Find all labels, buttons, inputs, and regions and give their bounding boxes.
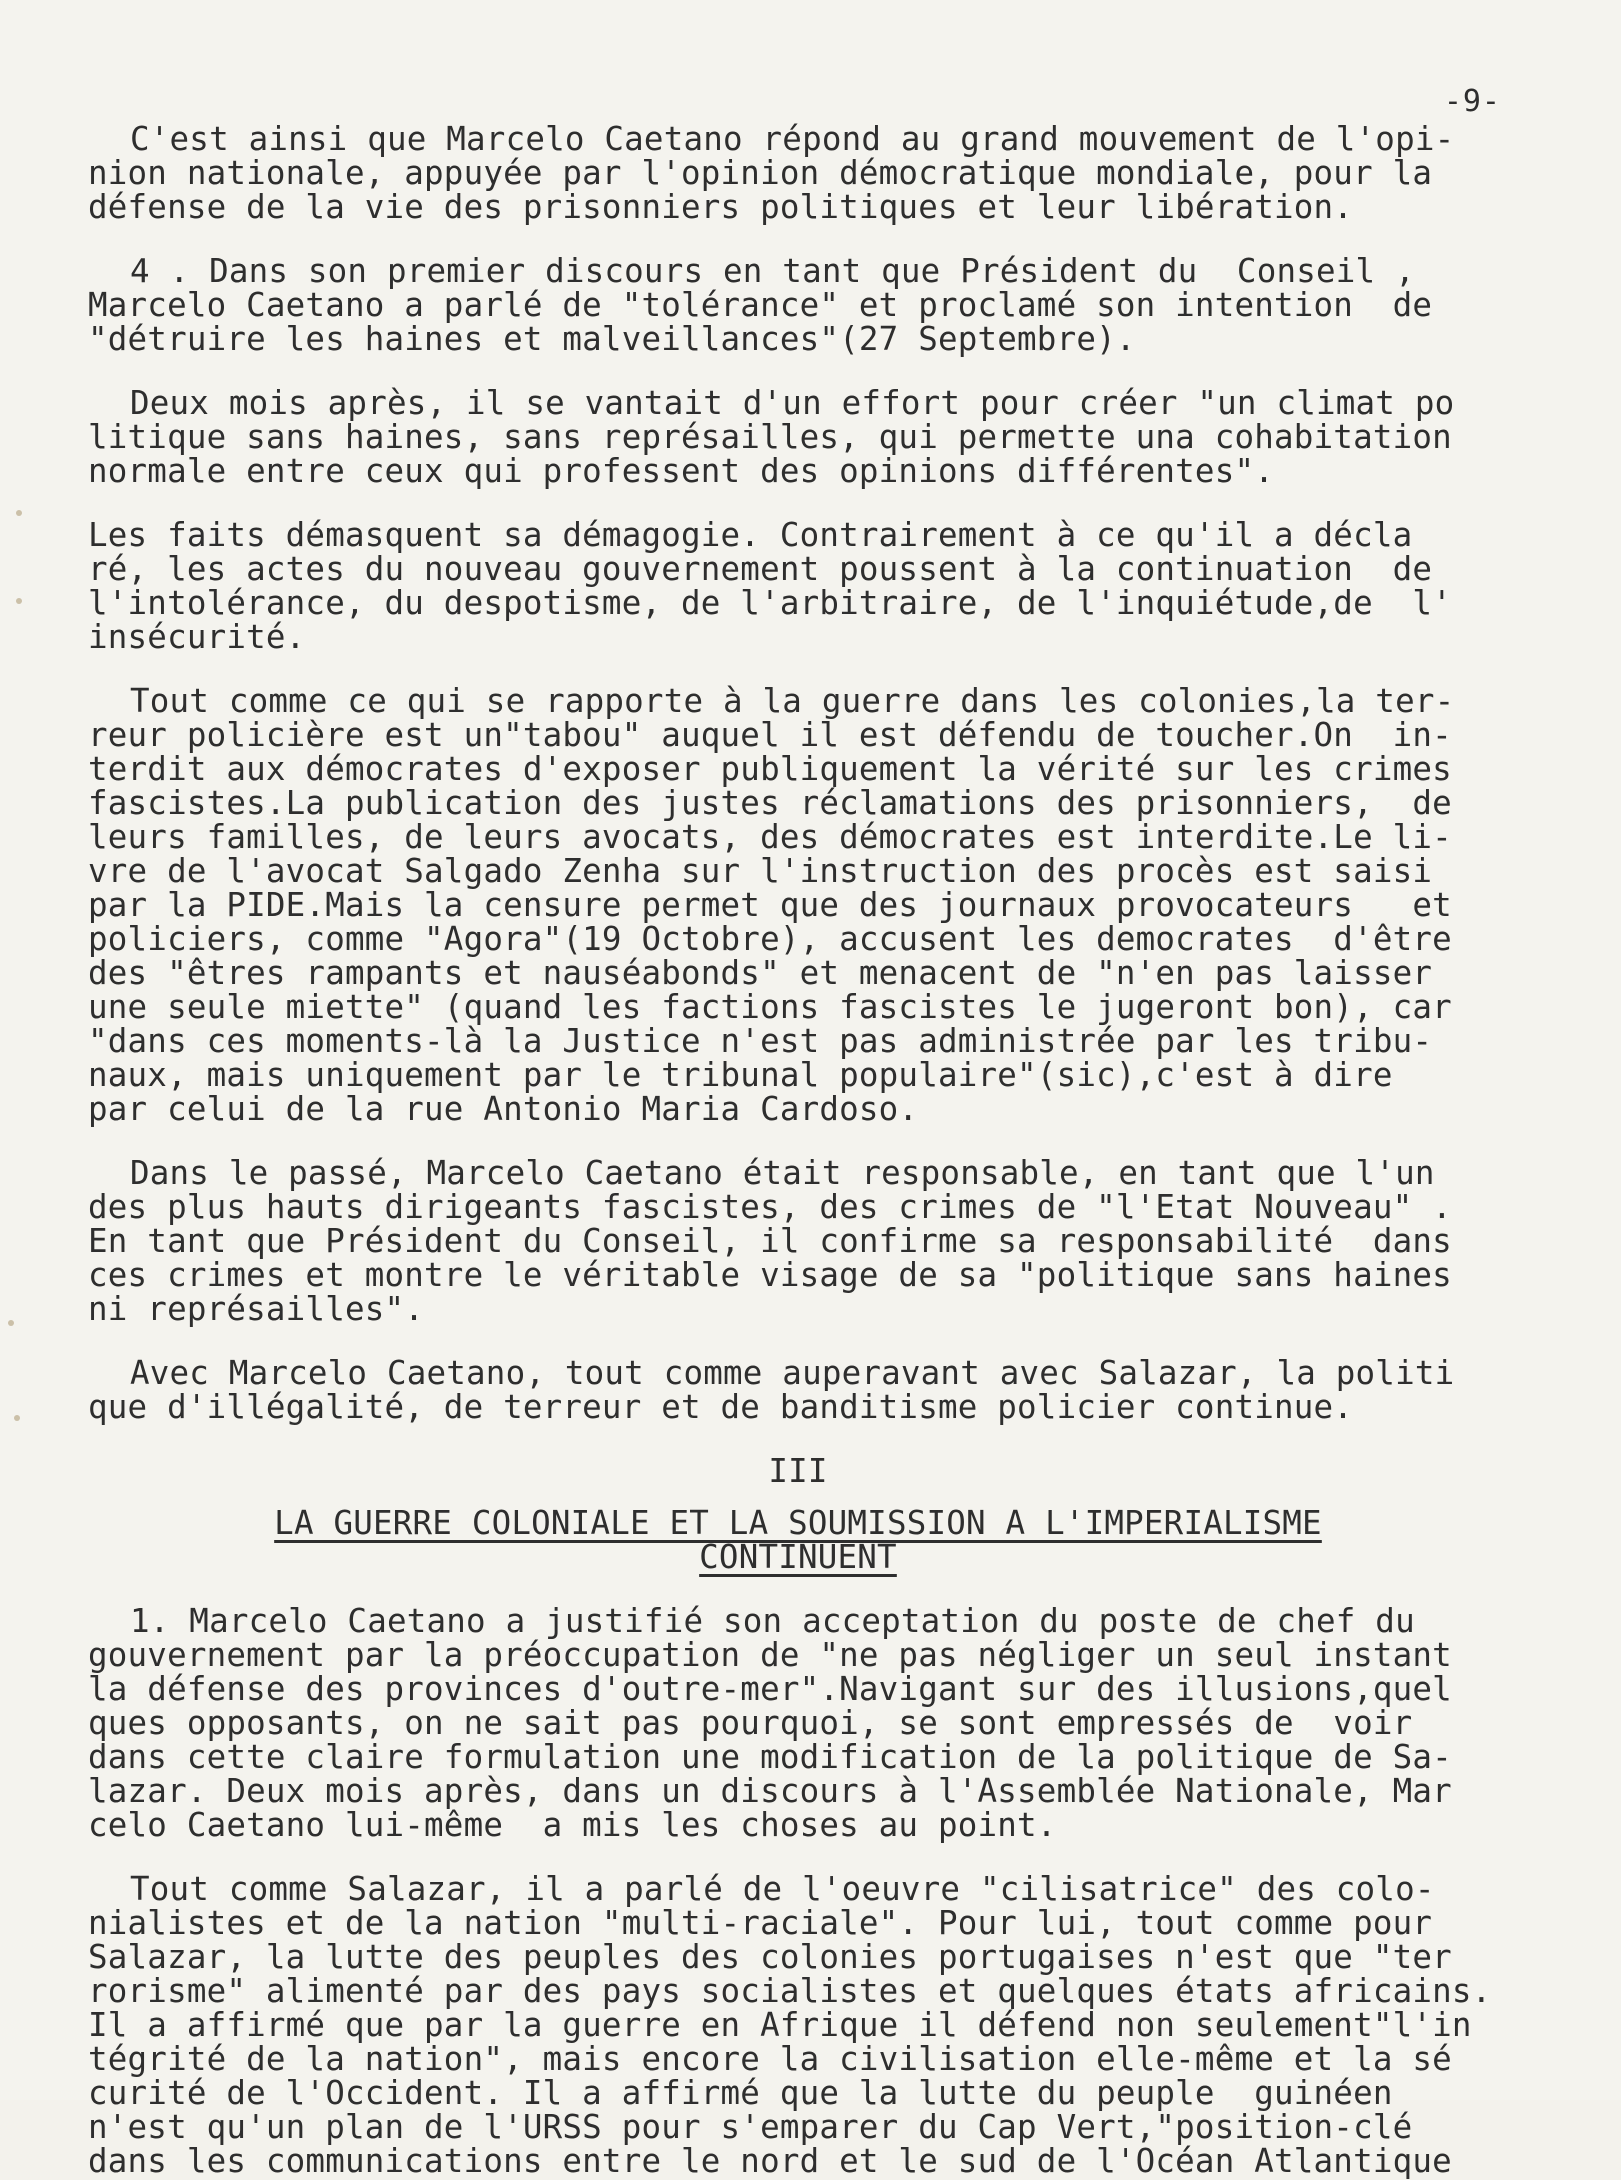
paragraph-p3 (88, 386, 1508, 488)
paper-speck (8, 1320, 14, 1326)
text-line: Les faits démasquent sa démagogie. Contrairement à ce qu'il a décla (88, 516, 1413, 554)
text-line: Tout comme ce qui se rapporte à la guerre dans les colonies,la ter- (130, 682, 1455, 720)
paragraph-p2 (88, 254, 1508, 356)
paragraph-p6 (88, 1156, 1508, 1326)
text-line: défense de la vie des prisonniers politiques et leur libération. (88, 188, 1354, 226)
text-line: policiers, comme "Agora"(19 Octobre), accusent les democrates d'être (88, 920, 1452, 958)
text-line: Deux mois après, il se vantait d'un effort pour créer "un climat po (130, 384, 1455, 422)
text-line: Salazar, la lutte des peuples des colonies portugaises n'est que "ter (88, 1938, 1452, 1976)
text-line: celo Caetano lui-même a mis les choses au point. (88, 1806, 1057, 1844)
text-line: ré, les actes du nouveau gouvernement poussent à la continuation de (88, 550, 1433, 588)
section-title-line-1: LA GUERRE COLONIALE ET LA SOUMISSION A L'IMPERIALISME (274, 1504, 1322, 1542)
paper-speck (16, 598, 22, 604)
paragraph-p1 (88, 122, 1508, 224)
text-line: Marcelo Caetano a parlé de "tolérance" et proclamé son intention de (88, 286, 1433, 324)
text-line: En tant que Président du Conseil, il confirme sa responsabilité dans (88, 1222, 1452, 1260)
text-line: nialistes et de la nation "multi-raciale". Pour lui, tout comme pour (88, 1904, 1433, 1942)
paper-speck (16, 510, 22, 516)
text-line: fascistes.La publication des justes réclamations des prisonniers, de (88, 784, 1452, 822)
section-title-line-2: CONTINUENT (699, 1538, 897, 1576)
text-line: Tout comme Salazar, il a parlé de l'oeuvre "cilisatrice" des colo- (130, 1870, 1435, 1908)
text-line: terdit aux démocrates d'exposer publiquement la vérité sur les crimes (88, 750, 1452, 788)
text-line: reur policière est un"tabou" auquel il est défendu de toucher.On in- (88, 716, 1452, 754)
text-line: 1. Marcelo Caetano a justifié son acceptation du poste de chef du (130, 1602, 1415, 1640)
text-line: Avec Marcelo Caetano, tout comme auperavant avec Salazar, la politi (130, 1354, 1455, 1392)
text-line: l'intolérance, du despotisme, de l'arbitraire, de l'inquiétude,de l' (88, 584, 1452, 622)
text-line: "détruire les haines et malveillances"(27 Septembre). (88, 320, 1136, 358)
text-line: insécurité. (88, 618, 306, 656)
text-line: vre de l'avocat Salgado Zenha sur l'instruction des procès est saisi (88, 852, 1433, 890)
paragraph-p7 (88, 1356, 1508, 1424)
paragraph-p9 (88, 1872, 1508, 2178)
text-line: ni représailles". (88, 1290, 425, 1328)
text-line: dans les communications entre le nord et le sud de l'Océan Atlantique (88, 2142, 1452, 2180)
text-line: ques opposants, on ne sait pas pourquoi, se sont empressés de voir (88, 1704, 1413, 1742)
text-line: une seule miette" (quand les factions fascistes le jugeront bon), car (88, 988, 1452, 1026)
document-body (88, 122, 1508, 2178)
text-line: normale entre ceux qui professent des opinions différentes". (88, 452, 1274, 490)
paragraph-p4 (88, 518, 1508, 654)
text-line: nion nationale, appuyée par l'opinion démocratique mondiale, pour la (88, 154, 1433, 192)
paragraphs-before-section (88, 122, 1508, 1424)
text-line: lazar. Deux mois après, dans un discours à l'Assemblée Nationale, Mar (88, 1772, 1452, 1810)
text-line: des plus hauts dirigeants fascistes, des crimes de "l'Etat Nouveau" . (88, 1188, 1452, 1226)
text-line: 4 . Dans son premier discours en tant que Président du Conseil , (130, 252, 1415, 290)
text-line: par la PIDE.Mais la censure permet que des journaux provocateurs et (88, 886, 1452, 924)
text-line: tégrité de la nation", mais encore la civilisation elle-même et la sé (88, 2040, 1452, 2078)
text-line: des "êtres rampants et nauséabonds" et menacent de "n'en pas laisser (88, 954, 1433, 992)
text-line: n'est qu'un plan de l'URSS pour s'emparer du Cap Vert,"position-clé (88, 2108, 1413, 2146)
paper-speck (14, 1415, 20, 1421)
text-line: Il a affirmé que par la guerre en Afrique il défend non seulement"l'in (88, 2006, 1472, 2044)
section-number: III (768, 1452, 828, 1490)
paragraphs-after-section (88, 1604, 1508, 2178)
text-line: dans cette claire formulation une modification de la politique de Sa- (88, 1738, 1452, 1776)
text-line: naux, mais uniquement par le tribunal populaire"(sic),c'est à dire (88, 1056, 1393, 1094)
text-line: par celui de la rue Antonio Maria Cardoso. (88, 1090, 919, 1128)
paragraph-p8 (88, 1604, 1508, 1842)
text-line: rorisme" alimenté par des pays socialistes et quelques états africains. (88, 1972, 1492, 2010)
text-line: ces crimes et montre le véritable visage de sa "politique sans haines (88, 1256, 1452, 1294)
text-line: gouvernement par la préoccupation de "ne pas négliger un seul instant (88, 1636, 1452, 1674)
text-line: "dans ces moments-là la Justice n'est pas administrée par les tribu- (88, 1022, 1433, 1060)
text-line: la défense des provinces d'outre-mer".Navigant sur des illusions,quel (88, 1670, 1452, 1708)
text-line: curité de l'Occident. Il a affirmé que la lutte du peuple guinéen (88, 2074, 1393, 2112)
text-line: que d'illégalité, de terreur et de banditisme policier continue. (88, 1388, 1354, 1426)
text-line: C'est ainsi que Marcelo Caetano répond au grand mouvement de l'opi- (130, 120, 1455, 158)
text-line: Dans le passé, Marcelo Caetano était responsable, en tant que l'un (130, 1154, 1435, 1192)
text-line: leurs familles, de leurs avocats, des démocrates est interdite.Le li- (88, 818, 1452, 856)
paragraph-p5 (88, 684, 1508, 1126)
page-number: -9- (1443, 84, 1501, 119)
text-line: litique sans haines, sans représailles, qui permette una cohabitation (88, 418, 1452, 456)
